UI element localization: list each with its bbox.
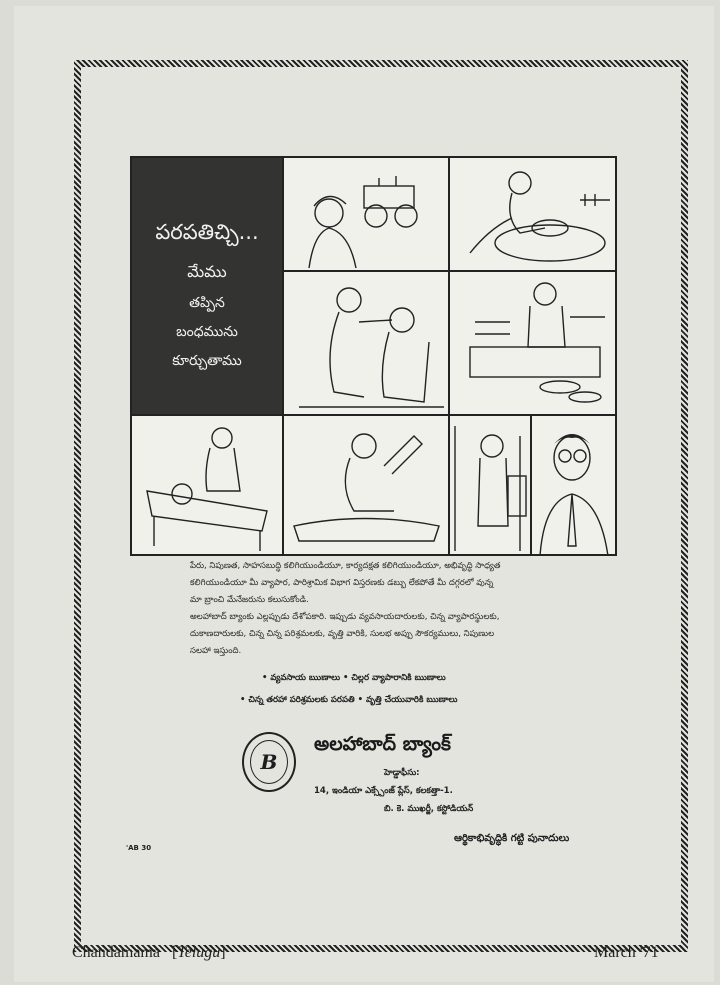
head-office-label: హెడ్డాఫీసు: xyxy=(384,768,420,778)
head-office-address: 14, ఇండియా ఎక్స్చేంజ్ ప్లేస్, కలకత్తా-1. xyxy=(314,786,453,796)
cobbler-illustration xyxy=(283,415,449,555)
issue-date: March '71 xyxy=(594,944,659,961)
headline-line-5: కూర్చుతాము xyxy=(172,353,242,369)
bank-name: అలహాబాద్ బ్యాంక్ xyxy=(314,733,451,755)
body-line: అలహాబాద్ బ్యాంకు ఎల్లప్పుడు దేశోపకారి. ఇప్పుడు వ్యవసాయదారులకు, చిన్న వ్యాపారస్థులకు, xyxy=(190,612,500,622)
vendor-stall-illustration xyxy=(131,415,283,555)
bank-logo xyxy=(242,732,296,792)
professional-portrait-illustration xyxy=(531,415,616,555)
advertisement-illustration-grid xyxy=(130,156,617,556)
ad-body-text xyxy=(190,558,610,660)
loan-types-line-1: • వ్యవసాయ ఋణాలు • చిల్లర వ్యాపారానికి ఋణాలు xyxy=(262,673,446,683)
footer-left xyxy=(72,944,226,962)
magazine-name: Chandamama xyxy=(72,944,160,961)
body-line: మా బ్రాంచి మేనేజరును కలుసుకోండి. xyxy=(190,595,309,605)
loan-types-line-2: • చిన్న తరహా పరిశ్రమలకు పరపతి • వృత్తి చేయువారికి ఋణాలు xyxy=(240,695,458,705)
body-line: సలహా ఇస్తుంది. xyxy=(190,646,242,656)
shopkeeper-illustration xyxy=(449,271,616,415)
bank-logo-monogram: B xyxy=(250,740,288,784)
bracket-open: [ xyxy=(171,944,178,961)
headline-line-4: బంధమును xyxy=(176,324,238,340)
headline-panel xyxy=(131,157,283,415)
headline-line-3: తప్పిన xyxy=(189,295,225,311)
bracket-close: ] xyxy=(220,944,226,961)
headline-line-2: మేము xyxy=(187,262,227,281)
body-line: కలిగియుండియూ మీ వ్యాపార, పారిశ్రామిక విభాగ విస్తరణకు డబ్బు లేకపోతే మీ దగ్గరలో వున్న xyxy=(190,578,494,588)
potter-illustration xyxy=(449,157,616,271)
body-line: పేరు, నిపుణత, సాహసబుద్ధి కలిగియుండియూ, కార్యదక్షత కలిగియుండియూ, అభివృద్ధి సాధ్యత xyxy=(190,561,501,571)
body-line: దుకాణదారులకు, చిన్న చిన్న పరిశ్రమలకు, వృత్తి వారికి, సులభ అప్పు సౌకర్యములు, నిపుణుల xyxy=(190,629,495,639)
custodian-name: బి. కె. ముఖర్జీ, కస్టోడియన్ xyxy=(384,804,474,814)
barber-illustration xyxy=(283,271,449,415)
magazine-language: Telugu xyxy=(177,944,221,961)
factory-worker-illustration xyxy=(449,415,531,555)
headline: పరపతిచ్చి... xyxy=(155,220,259,244)
bank-tagline: ఆర్థికాభివృద్ధికి గట్టి పునాదులు xyxy=(454,833,570,844)
farmer-tractor-illustration xyxy=(283,157,449,271)
magazine-page xyxy=(14,6,714,982)
ad-code: 'AB 30 xyxy=(126,844,152,852)
